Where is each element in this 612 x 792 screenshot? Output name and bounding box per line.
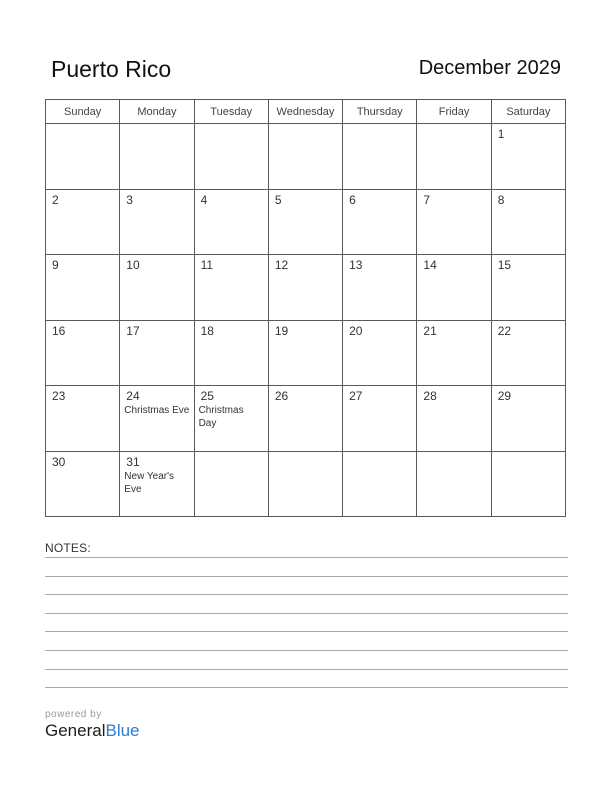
holiday-label xyxy=(46,272,119,273)
holiday-label xyxy=(343,127,416,128)
day-number: 12 xyxy=(274,258,289,272)
day-cell xyxy=(417,451,491,517)
day-cell xyxy=(194,124,268,190)
holiday-label xyxy=(269,272,342,273)
day-number: 29 xyxy=(497,389,512,403)
day-cell xyxy=(268,124,342,190)
powered-by-text: powered by xyxy=(45,709,102,720)
holiday-label xyxy=(195,207,268,208)
holiday-label xyxy=(46,469,119,470)
day-cell xyxy=(491,320,565,386)
holiday-label xyxy=(343,455,416,456)
day-number: 13 xyxy=(349,258,363,272)
day-cell xyxy=(491,386,565,452)
day-cell xyxy=(194,451,268,517)
week-row xyxy=(46,451,566,517)
holiday-label xyxy=(46,127,119,128)
weekday-wednesday: Wednesday xyxy=(268,100,342,124)
holiday-label xyxy=(269,403,342,404)
holiday-label xyxy=(269,127,342,128)
day-cell xyxy=(343,124,417,190)
holiday-label xyxy=(343,403,416,404)
day-cell xyxy=(417,386,491,452)
calendar-body xyxy=(46,124,566,517)
day-number: 8 xyxy=(497,192,505,207)
holiday-label xyxy=(492,338,565,339)
day-number: 21 xyxy=(423,323,437,338)
day-cell xyxy=(120,320,194,386)
holiday-label xyxy=(120,127,193,128)
day-cell xyxy=(417,255,491,321)
holiday-label xyxy=(269,455,342,456)
day-number: 19 xyxy=(274,323,289,338)
holiday-label xyxy=(492,141,565,142)
notes-label: NOTES: xyxy=(45,541,91,555)
holiday-label xyxy=(417,403,490,404)
day-number: 20 xyxy=(349,323,363,338)
day-number: 23 xyxy=(52,389,66,403)
weekday-saturday: Saturday xyxy=(491,100,565,124)
day-number: 2 xyxy=(52,192,59,207)
day-cell xyxy=(120,255,194,321)
day-number: 27 xyxy=(349,389,363,403)
holiday-label: Christmas Day xyxy=(198,405,244,429)
holiday-label xyxy=(46,207,119,208)
day-number: 18 xyxy=(200,323,214,338)
day-cell xyxy=(268,386,342,452)
holiday-label xyxy=(492,207,565,208)
day-cell xyxy=(343,451,417,517)
day-cell xyxy=(417,189,491,255)
calendar-grid xyxy=(45,99,566,517)
note-line xyxy=(45,594,568,595)
holiday-label xyxy=(417,127,490,128)
day-cell xyxy=(417,124,491,190)
generalblue-logo xyxy=(45,721,140,741)
notes-section xyxy=(45,541,568,555)
holiday-label xyxy=(269,338,342,339)
day-number: 6 xyxy=(349,192,356,207)
day-cell xyxy=(120,386,194,452)
day-number: 16 xyxy=(52,323,66,338)
weekday-thursday: Thursday xyxy=(343,100,417,124)
holiday-label xyxy=(195,127,268,128)
footer-brand xyxy=(45,709,140,741)
holiday-label xyxy=(417,207,490,208)
day-cell xyxy=(120,124,194,190)
weekday-sunday: Sunday xyxy=(46,100,120,124)
day-number: 31 xyxy=(126,454,140,469)
day-cell xyxy=(491,124,565,190)
holiday-label: New Year's Eve xyxy=(124,470,174,495)
day-cell xyxy=(343,189,417,255)
holiday-label xyxy=(195,338,268,339)
day-number: 9 xyxy=(52,258,59,272)
day-number: 14 xyxy=(423,258,437,272)
weekday-tuesday: Tuesday xyxy=(194,100,268,124)
holiday-label xyxy=(120,338,193,339)
week-row xyxy=(46,255,566,321)
holiday-label: Christmas Eve xyxy=(124,405,190,416)
day-number: 15 xyxy=(497,258,512,272)
day-cell xyxy=(194,189,268,255)
day-number: 24 xyxy=(126,389,140,403)
day-number: 26 xyxy=(274,389,289,403)
weekday-monday: Monday xyxy=(120,100,194,124)
day-cell xyxy=(194,255,268,321)
holiday-label xyxy=(120,207,193,208)
day-cell xyxy=(491,451,565,517)
holiday-label xyxy=(46,338,119,339)
note-line xyxy=(45,687,568,688)
day-number: 17 xyxy=(126,323,140,338)
holiday-label xyxy=(195,272,268,273)
day-number: 3 xyxy=(126,192,133,207)
holiday-label xyxy=(417,455,490,456)
day-cell xyxy=(491,189,565,255)
region-title: Puerto Rico xyxy=(51,56,172,82)
day-cell xyxy=(343,320,417,386)
holiday-label xyxy=(492,455,565,456)
day-cell xyxy=(46,255,120,321)
weekday-header-row xyxy=(46,100,566,124)
holiday-label xyxy=(195,455,268,456)
day-number: 30 xyxy=(52,454,66,469)
day-number: 22 xyxy=(497,323,512,338)
day-cell xyxy=(46,189,120,255)
week-row xyxy=(46,386,566,452)
note-line xyxy=(45,576,568,577)
holiday-label xyxy=(343,207,416,208)
weekday-friday: Friday xyxy=(417,100,491,124)
day-cell xyxy=(491,255,565,321)
day-cell xyxy=(268,189,342,255)
day-number: 4 xyxy=(200,192,208,207)
holiday-label xyxy=(343,272,416,273)
day-cell xyxy=(120,189,194,255)
day-number: 28 xyxy=(423,389,437,403)
day-cell xyxy=(343,255,417,321)
note-line xyxy=(45,650,568,651)
week-row xyxy=(46,320,566,386)
note-line xyxy=(45,631,568,632)
holiday-label xyxy=(417,272,490,273)
day-number: 1 xyxy=(497,127,505,141)
holiday-label xyxy=(492,272,565,273)
holiday-label xyxy=(46,403,119,404)
holiday-label xyxy=(343,338,416,339)
day-cell xyxy=(343,386,417,452)
day-cell xyxy=(194,386,268,452)
note-line xyxy=(45,557,568,558)
logo-general: General xyxy=(45,721,106,740)
day-cell xyxy=(46,320,120,386)
day-number: 11 xyxy=(200,258,214,272)
note-line xyxy=(45,613,568,614)
day-number: 5 xyxy=(274,192,282,207)
day-number: 25 xyxy=(200,389,214,403)
day-cell xyxy=(46,386,120,452)
day-cell xyxy=(120,451,194,517)
holiday-label xyxy=(269,207,342,208)
week-row xyxy=(46,124,566,190)
logo-blue: Blue xyxy=(105,721,140,740)
holiday-label xyxy=(492,403,565,404)
holiday-label xyxy=(120,272,193,273)
holiday-label xyxy=(417,338,490,339)
week-row xyxy=(46,189,566,255)
day-cell xyxy=(46,124,120,190)
day-number: 10 xyxy=(126,258,140,272)
day-cell xyxy=(268,255,342,321)
month-title: December 2029 xyxy=(418,57,561,79)
day-cell xyxy=(268,451,342,517)
day-number: 7 xyxy=(423,192,431,207)
note-line xyxy=(45,669,568,670)
day-cell xyxy=(46,451,120,517)
day-cell xyxy=(417,320,491,386)
day-cell xyxy=(268,320,342,386)
day-cell xyxy=(194,320,268,386)
